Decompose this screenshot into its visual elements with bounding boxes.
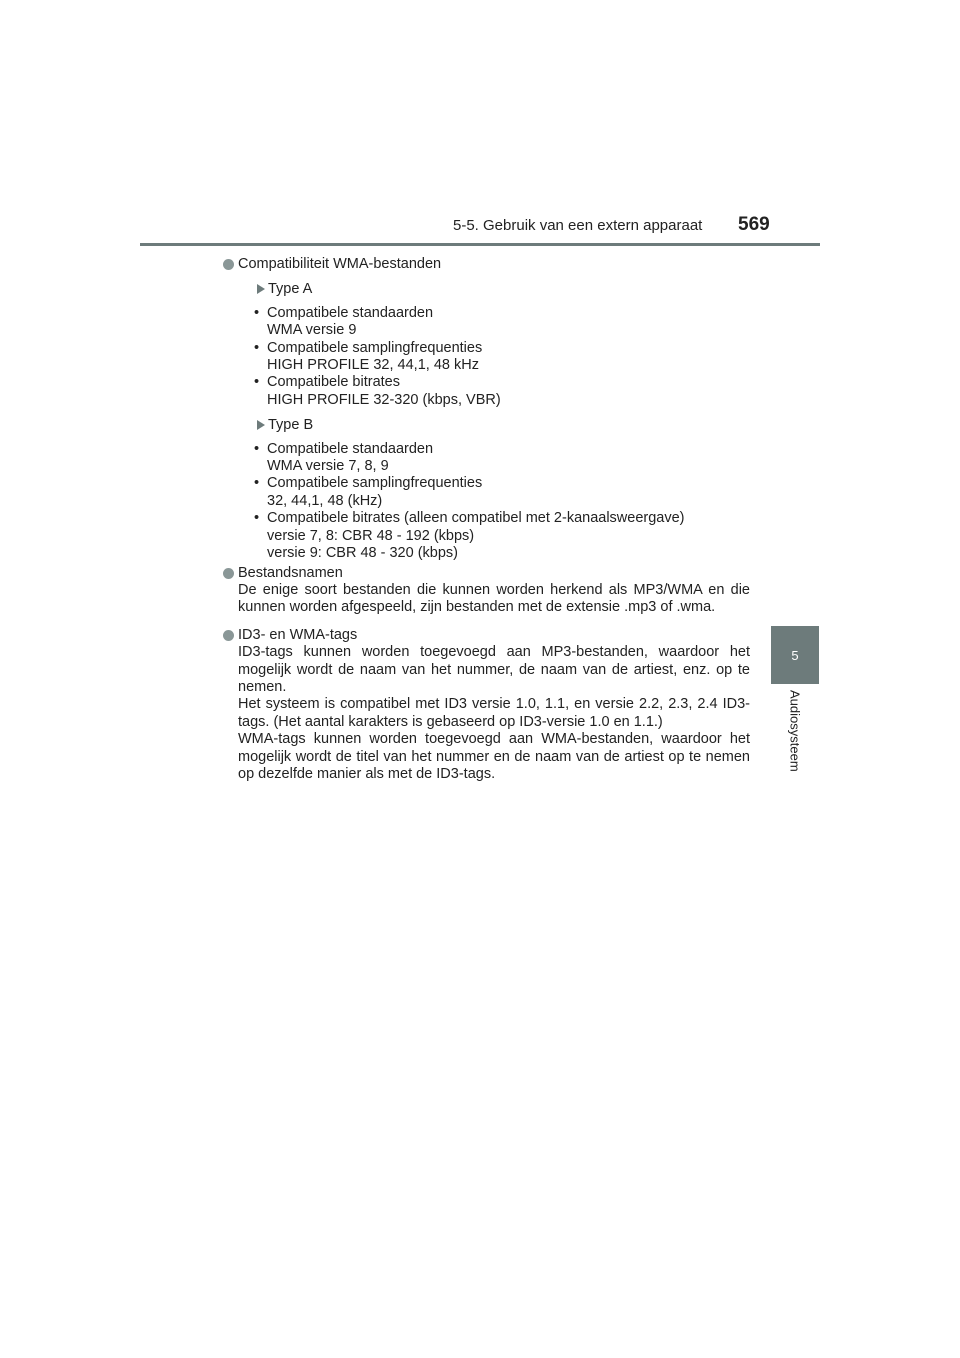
list-item (254, 475, 750, 510)
filenames-section (222, 565, 750, 617)
bullet-icon (223, 630, 234, 641)
wma-section (222, 256, 750, 563)
list-item (254, 305, 750, 340)
item-label: Compatibele bitrates (267, 374, 400, 391)
type-b-heading (238, 417, 750, 434)
header-divider (140, 243, 820, 246)
list-item (254, 374, 750, 409)
page-number: 569 (738, 214, 770, 235)
item-value: WMA versie 7, 8, 9 (267, 458, 389, 475)
item-value: HIGH PROFILE 32-320 (kbps, VBR) (267, 391, 501, 408)
item-value: HIGH PROFILE 32, 44,1, 48 kHz (267, 357, 479, 374)
filenames-text: De enige soort bestanden die kunnen worden herkend als MP3/WMA en die kunnen worden afgespeeld, zijn bestanden met de extensie .mp3 of .wma. (238, 581, 750, 616)
section-title: 5-5. Gebruik van een extern apparaat (453, 217, 703, 234)
tags-title: ID3- en WMA-tags (238, 626, 358, 643)
list-item (254, 441, 750, 476)
tags-paragraph-3: WMA-tags kunnen worden toegevoegd aan WMA-bestanden, waardoor het mogelijk wordt de titel van het nummer en de naam van de artiest op te nemen op dezelfde manier als met de ID3-tags. (238, 731, 750, 782)
bullet-icon (223, 259, 234, 270)
page-content (222, 256, 750, 785)
item-label: Compatibele samplingfrequenties (267, 339, 483, 356)
type-a-label: Type A (268, 281, 313, 298)
chapter-label-text: Audiosysteem (787, 690, 803, 772)
filenames-title: Bestandsnamen (238, 564, 343, 581)
type-b-label: Type B (268, 417, 314, 434)
item-label: Compatibele bitrates (alleen compatibel met 2-kanaalsweergave) (267, 510, 685, 527)
triangle-right-icon (257, 284, 265, 294)
item-value: WMA versie 9 (267, 322, 357, 339)
type-a-list (254, 305, 750, 409)
tags-section (222, 627, 750, 784)
item-label: Compatibele standaarden (267, 304, 434, 321)
wma-title: Compatibiliteit WMA-bestanden (238, 256, 442, 272)
tags-paragraph-2: Het systeem is compatibel met ID3 versie 1.0, 1.1, en versie 2.2, 2.3, 2.4 ID3-tags. (Het aantal karakters is gebaseerd op ID3-versie 1.0 en 1.1.) (238, 696, 750, 730)
tags-body (238, 644, 750, 783)
item-label: Compatibele samplingfrequenties (267, 475, 483, 492)
list-item (254, 340, 750, 375)
chapter-number: 5 (791, 647, 799, 663)
tags-paragraph-1: ID3-tags kunnen worden toegevoegd aan MP3-bestanden, waardoor het mogelijk wordt de naam van het nummer, de naam van de artiest, enz. op te nemen. (238, 644, 750, 695)
list-item (254, 510, 750, 562)
item-value: versie 7, 8: CBR 48 - 192 (kbps) (267, 527, 475, 544)
chapter-label (771, 690, 819, 800)
triangle-right-icon (257, 420, 265, 430)
type-a-heading (238, 281, 750, 298)
item-label: Compatibele standaarden (267, 440, 434, 457)
item-value: 32, 44,1, 48 (kHz) (267, 492, 383, 509)
type-b-list (254, 441, 750, 563)
chapter-tab (771, 626, 819, 684)
item-value: versie 9: CBR 48 - 320 (kbps) (267, 545, 458, 562)
bullet-icon (223, 568, 234, 579)
